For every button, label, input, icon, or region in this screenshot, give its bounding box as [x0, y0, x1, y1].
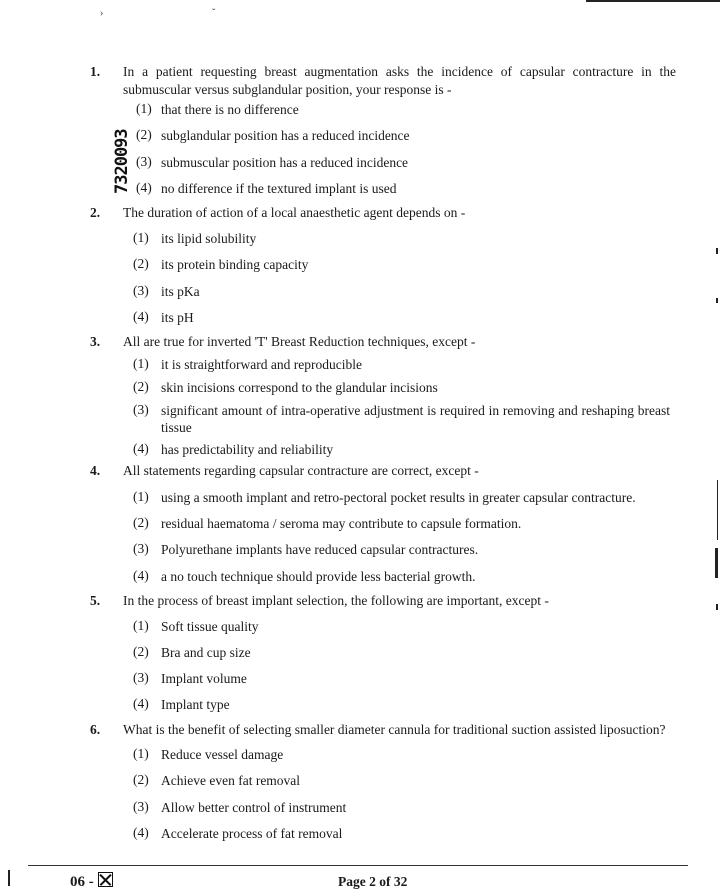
- option-text: has predictability and reliability: [161, 442, 334, 457]
- scan-artifact: ›: [100, 8, 104, 19]
- edge-mark: [8, 870, 10, 886]
- option-text: its protein binding capacity: [161, 257, 309, 272]
- option-text: a no touch technique should provide less bacterial growth.: [161, 569, 476, 584]
- top-border-line: [586, 0, 720, 2]
- option-number: (1): [136, 101, 152, 116]
- option-number: (2): [133, 515, 149, 530]
- option-text: Soft tissue quality: [161, 619, 259, 634]
- option-text: submuscular position has a reduced incidence: [161, 155, 409, 170]
- question-text: In a patient requesting breast augmentation asks the incidence of capsular contracture in the submuscular versus subglandular position, your response is -: [123, 64, 676, 97]
- option-text: its pH: [161, 310, 194, 325]
- edge-mark: [715, 548, 718, 578]
- option-text: skin incisions correspond to the glandular incisions: [161, 380, 438, 395]
- page-number: Page 2 of 32: [338, 874, 408, 889]
- crossed-box-icon: [98, 872, 113, 887]
- option-number: (3): [136, 154, 152, 169]
- option-number: (2): [133, 379, 149, 394]
- option-text: that there is no difference: [161, 102, 299, 117]
- question-text: What is the benefit of selecting smaller diameter cannula for traditional suction assisted liposuction?: [123, 722, 666, 737]
- question-number: 4.: [90, 463, 101, 478]
- booklet-code-text: 06 -: [70, 874, 94, 890]
- option-number: (4): [133, 696, 149, 711]
- option-number: (1): [133, 489, 149, 504]
- option-number: (2): [133, 256, 149, 271]
- option-text: using a smooth implant and retro-pectoral pocket results in greater capsular contracture.: [161, 490, 636, 505]
- option-text: no difference if the textured implant is used: [161, 181, 397, 196]
- vertical-serial-number: 7320093: [112, 129, 132, 194]
- option-text: Polyurethane implants have reduced capsular contractures.: [161, 542, 479, 557]
- booklet-code: [70, 872, 113, 891]
- question-text: In the process of breast implant selection, the following are important, except -: [123, 593, 549, 608]
- question-text: The duration of action of a local anaesthetic agent depends on -: [123, 205, 466, 220]
- option-number: (2): [136, 127, 152, 142]
- edge-mark: [716, 248, 718, 254]
- option-number: (3): [133, 402, 149, 417]
- option-text: Achieve even fat removal: [161, 773, 301, 788]
- question-number: 5.: [90, 593, 101, 608]
- question-text: All statements regarding capsular contracture are correct, except -: [123, 463, 479, 478]
- option-number: (3): [133, 799, 149, 814]
- question-number: 2.: [90, 205, 101, 220]
- option-number: (2): [133, 772, 149, 787]
- option-text: Implant volume: [161, 671, 247, 686]
- option-text: significant amount of intra-operative adjustment is required in removing and reshaping breast tissue: [161, 403, 670, 435]
- question-number: 3.: [90, 334, 101, 349]
- option-number: (1): [133, 230, 149, 245]
- option-number: (4): [133, 441, 149, 456]
- option-text: subglandular position has a reduced incidence: [161, 128, 410, 143]
- option-text: Accelerate process of fat removal: [161, 826, 343, 841]
- option-text: Bra and cup size: [161, 645, 251, 660]
- question-text: All are true for inverted 'T' Breast Reduction techniques, except -: [123, 334, 476, 349]
- edge-mark: [717, 480, 718, 540]
- edge-mark: [716, 298, 718, 303]
- option-number: (1): [133, 746, 149, 761]
- option-text: its pKa: [161, 284, 200, 299]
- edge-mark: [716, 604, 718, 610]
- option-number: (4): [133, 309, 149, 324]
- option-text: its lipid solubility: [161, 231, 257, 246]
- option-text: it is straightforward and reproducible: [161, 357, 362, 372]
- question-number: 1.: [90, 64, 101, 79]
- option-number: (3): [133, 541, 149, 556]
- option-number: (3): [133, 670, 149, 685]
- question-number: 6.: [90, 722, 101, 737]
- option-number: (4): [133, 568, 149, 583]
- option-number: (2): [133, 644, 149, 659]
- option-text: Allow better control of instrument: [161, 800, 347, 815]
- option-number: (4): [136, 180, 152, 195]
- option-text: Implant type: [161, 697, 230, 712]
- option-number: (1): [133, 356, 149, 371]
- scan-artifact: ˇ: [212, 8, 216, 19]
- option-text: Reduce vessel damage: [161, 747, 284, 762]
- option-text: residual haematoma / seroma may contribute to capsule formation.: [161, 516, 522, 531]
- option-number: (4): [133, 825, 149, 840]
- option-number: (3): [133, 283, 149, 298]
- option-number: (1): [133, 618, 149, 633]
- footer-divider: [28, 865, 688, 866]
